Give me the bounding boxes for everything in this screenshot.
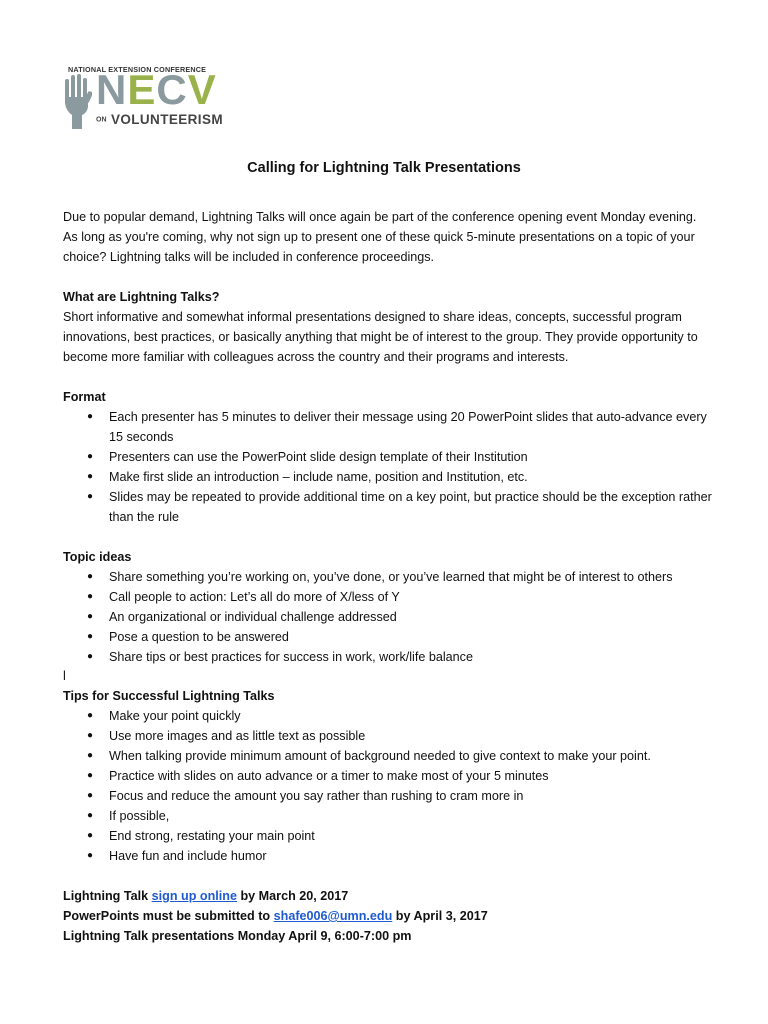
logo-letter: V xyxy=(187,66,217,113)
list-item: ● Focus and reduce the amount you say rather than rushing to cram more in xyxy=(63,786,713,806)
presentations-line: Lightning Talk presentations Monday April 9, 6:00-7:00 pm xyxy=(63,929,412,943)
page-title: Calling for Lightning Talk Presentations xyxy=(247,160,521,176)
submit-suffix: by April 3, 2017 xyxy=(392,909,488,923)
list-item: ● Pose a question to be answered xyxy=(63,627,713,647)
list-item: ● Use more images and as little text as possible xyxy=(63,726,713,746)
necv-logo xyxy=(62,64,252,130)
list-item: ● If possible, xyxy=(63,806,713,826)
list-item: ● Have fun and include humor xyxy=(63,846,713,866)
logo-volunteerism-text: VOLUNTEERISM xyxy=(110,112,224,127)
list-item: ● Share tips or best practices for success in work, work/life balance xyxy=(63,647,713,667)
signup-suffix: by March 20, 2017 xyxy=(236,889,349,903)
signup-prefix: Lightning Talk xyxy=(63,889,152,903)
list-item: ● Practice with slides on auto advance or a timer to make most of your 5 minutes xyxy=(63,766,713,786)
logo-letter: N xyxy=(96,66,128,113)
submit-email-link[interactable]: shafe006@umn.edu xyxy=(273,909,393,923)
list-item: ● When talking provide minimum amount of background needed to give context to make your point. xyxy=(63,746,713,766)
topics-list xyxy=(63,567,713,667)
tips-list xyxy=(63,706,713,866)
topics-heading: Topic ideas xyxy=(63,550,132,564)
list-item: ● An organizational or individual challenge addressed xyxy=(63,607,713,627)
what-body: Short informative and somewhat informal presentations designed to share ideas, concepts, successful program innovations, best practices, or basically anything that might be of interest to the group. They provide opportunity to become more familiar with colleagues across the country and their programs and interests. xyxy=(63,310,698,364)
logo-top-text: NATIONAL EXTENSION CONFERENCE xyxy=(68,65,207,74)
submit-line xyxy=(63,906,488,926)
logo-on-text: ON xyxy=(96,116,107,124)
list-item: ● Each presenter has 5 minutes to deliver their message using 20 PowerPoint slides that auto-advance every 15 seconds xyxy=(63,407,713,447)
list-item: ● Presenters can use the PowerPoint slide design template of their Institution xyxy=(63,447,713,467)
list-item: ● Slides may be repeated to provide additional time on a key point, but practice should be the exception rather than the rule xyxy=(63,487,713,527)
list-item: ● Make first slide an introduction – include name, position and Institution, etc. xyxy=(63,467,713,487)
logo-letter: C xyxy=(156,66,188,113)
submit-prefix: PowerPoints must be submitted to xyxy=(63,909,274,923)
signup-link[interactable]: sign up online xyxy=(151,889,237,903)
list-item: ● Share something you’re working on, you’ve done, or you’ve learned that might be of interest to others xyxy=(63,567,713,587)
tips-heading: Tips for Successful Lightning Talks xyxy=(63,689,275,703)
signup-line xyxy=(63,886,348,906)
list-item: ● Make your point quickly xyxy=(63,706,713,726)
format-list xyxy=(63,407,713,527)
stray-character: l xyxy=(63,669,66,683)
format-heading: Format xyxy=(63,390,106,404)
what-heading: What are Lightning Talks? xyxy=(63,290,220,304)
intro-paragraph: Due to popular demand, Lightning Talks will once again be part of the conference opening event Monday evening. As long as you're coming, why not sign up to present one of these quick 5-minute presentations on a topic of your choice? Lightning talks will be included in conference proceedings. xyxy=(63,210,697,264)
hand-icon xyxy=(62,73,92,129)
logo-letter: E xyxy=(127,66,157,113)
list-item: ● Call people to action: Let’s all do more of X/less of Y xyxy=(63,587,713,607)
logo-bottom-text xyxy=(96,111,223,129)
list-item: ● End strong, restating your main point xyxy=(63,826,713,846)
